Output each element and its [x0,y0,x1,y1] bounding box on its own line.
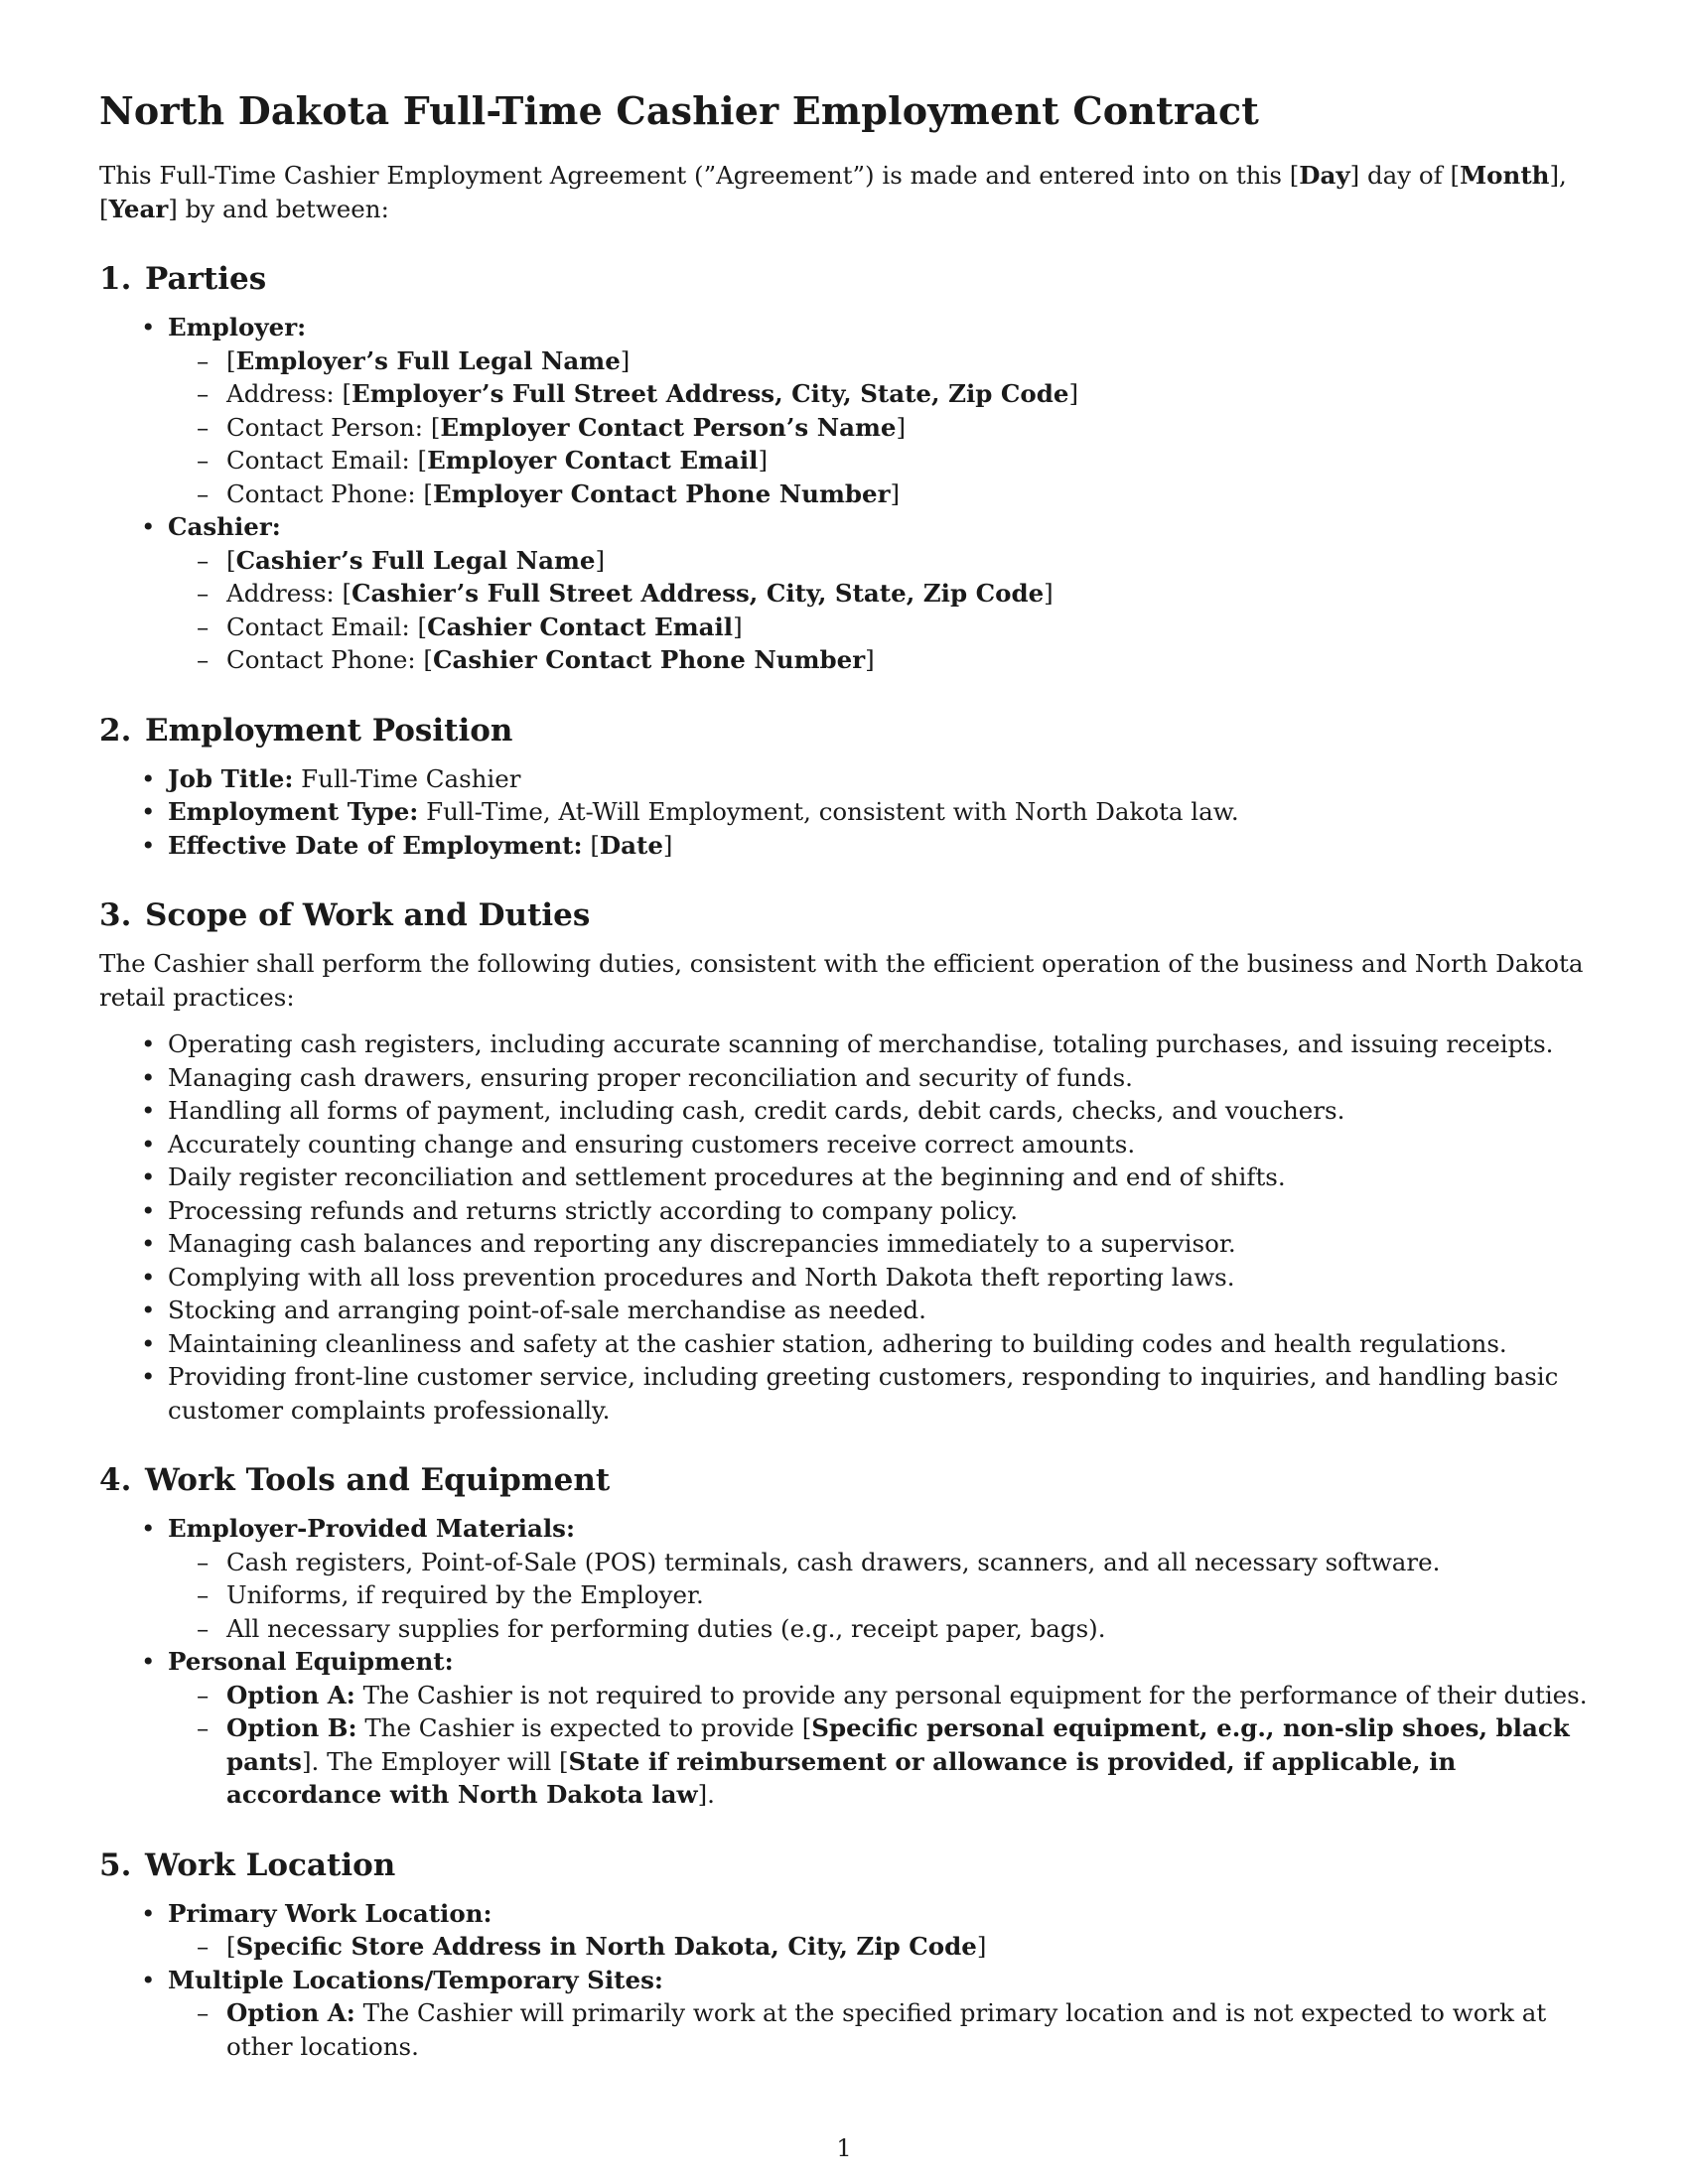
cashier-label: Cashier: [168,512,281,541]
section-title: Parties [145,261,267,297]
list-item-employer [99,311,1591,510]
employer-provided-items [168,1546,1591,1646]
list-item: – [Specific Store Address in North Dakota, City, Zip Code] [167,1930,1591,1964]
list-item: • Accurately counting change and ensuring customers receive correct amounts. [99,1128,1591,1161]
employer-details [168,344,1591,511]
tools-list [99,1512,1591,1812]
cashier-details [168,544,1591,677]
list-item: – Contact Email: [Employer Contact Email] [167,444,1591,478]
employer-email-placeholder: Employer Contact Email [427,446,759,475]
list-item: • Effective Date of Employment: [Date] [99,829,1591,863]
field-label: Contact Email: [226,612,418,641]
multiple-locations-label: Multiple Locations/Temporary Sites: [168,1965,663,1994]
list-item: – Contact Phone: [Cashier Contact Phone Number] [167,643,1591,677]
option-b-text: The Cashier is expected to provide [ [356,1713,812,1742]
section-heading-work-location [99,1845,1591,1885]
primary-location-placeholder: Specific Store Address in North Dakota, City, Zip Code [235,1932,977,1961]
field-label: Contact Phone: [226,478,424,508]
section-number: 2. [99,712,132,749]
employer-provided-label: Employer-Provided Materials: [168,1514,576,1543]
section-title: Work Tools and Equipment [145,1462,611,1498]
field-label: Contact Email: [226,446,418,475]
list-item: – Contact Email: [Cashier Contact Email] [167,611,1591,644]
section-title: Work Location [145,1846,396,1883]
field-label: Address: [226,579,343,608]
section-number: 1. [99,261,132,297]
list-item [167,1711,1591,1812]
list-item: • Managing cash balances and reporting any discrepancies immediately to a supervisor. [99,1227,1591,1261]
list-item-personal-equipment [99,1645,1591,1812]
primary-location-details [168,1930,1591,1964]
section-heading-scope-of-work [99,895,1591,935]
document-title: North Dakota Full-Time Cashier Employment Contract [99,88,1260,133]
duties-list [99,1027,1591,1427]
list-item-multiple-locations [99,1964,1591,2064]
list-item-cashier [99,510,1591,677]
intro-paragraph [99,159,1591,225]
list-item: • Operating cash registers, including accurate scanning of merchandise, totaling purchases, and issuing receipts. [99,1027,1591,1061]
list-item: • Stocking and arranging point-of-sale merchandise as needed. [99,1294,1591,1327]
intro-text: ], [ [99,161,1567,223]
employment-type-label: Employment Type: [168,797,419,826]
cashier-address-placeholder: Cashier’s Full Street Address, City, State, Zip Code [352,579,1045,608]
section-title: Employment Position [145,712,513,749]
list-item: – [Employer’s Full Legal Name] [167,344,1591,378]
section-heading-employment-position [99,711,1591,751]
effective-date-placeholder: Date [599,830,663,860]
list-item [99,762,1591,796]
section-number: 5. [99,1846,132,1883]
list-item: • Processing refunds and returns strictly according to company policy. [99,1194,1591,1228]
job-title-value: Full-Time Cashier [293,763,521,793]
intro-text: This Full-Time Cashier Employment Agreement (”Agreement”) is made and entered into on this [ [99,161,1300,190]
option-a-text: The Cashier is not required to provide any personal equipment for the performance of their duties. [354,1680,1588,1709]
list-item: • Daily register reconciliation and settlement procedures at the beginning and end of shifts. [99,1160,1591,1194]
list-item: – Address: [Employer’s Full Street Address, City, State, Zip Code] [167,377,1591,411]
cashier-name-placeholder: Cashier’s Full Legal Name [235,545,596,575]
intro-text: ] day of [ [1349,161,1461,190]
option-b-text: ]. The Employer will [ [301,1746,569,1776]
location-list [99,1897,1591,2064]
list-item: – Contact Phone: [Employer Contact Phone Number] [167,478,1591,511]
list-item [167,1679,1591,1712]
effective-date-label: Effective Date of Employment: [168,830,583,860]
employer-address-placeholder: Employer’s Full Street Address, City, State, Zip Code [352,379,1069,408]
employer-name-placeholder: Employer’s Full Legal Name [235,345,621,375]
option-b-placeholder: Specific personal equipment, e.g., non-slip shoes, black pants [226,1713,1570,1776]
intro-day-placeholder: Day [1299,161,1350,190]
list-item: – Uniforms, if required by the Employer. [167,1578,1591,1612]
option-b-label: Option B: [226,1713,357,1742]
list-item: • Providing front-line customer service, including greeting customers, responding to inquiries, and handling basic customer complaints professionally. [99,1360,1591,1427]
list-item [167,1996,1591,2063]
section-title: Scope of Work and Duties [145,897,591,933]
option-a-label: Option A: [226,1680,355,1709]
option-a-text: The Cashier will primarily work at the specified primary location and is not expected to work at other locations. [226,1998,1547,2061]
list-item: – [Cashier’s Full Legal Name] [167,544,1591,578]
section-heading-work-tools [99,1460,1591,1500]
position-list [99,762,1591,863]
employer-label: Employer: [168,313,307,341]
section-number: 4. [99,1462,132,1498]
section-heading-parties [99,259,1591,299]
multiple-locations-options [168,1996,1591,2063]
list-item: • Maintaining cleanliness and safety at the cashier station, adhering to building codes and health regulations. [99,1327,1591,1361]
list-item: • Complying with all loss prevention procedures and North Dakota theft reporting laws. [99,1261,1591,1295]
list-item: – Contact Person: [Employer Contact Person’s Name] [167,411,1591,445]
field-label: Address: [226,379,343,408]
list-item: – Cash registers, Point-of-Sale (POS) terminals, cash drawers, scanners, and all necessary software. [167,1546,1591,1579]
section-number: 3. [99,897,132,933]
list-item: • Handling all forms of payment, including cash, credit cards, debit cards, checks, and vouchers. [99,1094,1591,1128]
list-item: • Managing cash drawers, ensuring proper reconciliation and security of funds. [99,1061,1591,1095]
intro-year-placeholder: Year [108,194,169,223]
intro-month-placeholder: Month [1460,161,1550,190]
option-a-label: Option A: [226,1998,355,2027]
primary-location-label: Primary Work Location: [168,1898,492,1928]
parties-list [99,311,1591,677]
scope-intro: The Cashier shall perform the following duties, consistent with the efficient operation of the business and North Dakota retail practices: [99,949,1584,1012]
option-b-text: ]. [697,1780,715,1809]
document-body [99,87,1591,2063]
field-label: Contact Phone: [226,645,424,674]
field-label: Contact Person: [226,412,431,442]
page-number: 1 [836,2134,852,2162]
employer-contact-placeholder: Employer Contact Person’s Name [440,412,897,442]
option-b-placeholder: State if reimbursement or allowance is provided, if applicable, in accordance with North Dakota law [226,1746,1457,1809]
job-title-label: Job Title: [168,763,294,793]
employment-type-value: Full-Time, At-Will Employment, consistent with North Dakota law. [418,797,1239,826]
intro-text: ] by and between: [168,194,389,223]
list-item [99,795,1591,829]
personal-equipment-label: Personal Equipment: [168,1647,454,1676]
list-item: – Address: [Cashier’s Full Street Address, City, State, Zip Code] [167,577,1591,611]
employer-phone-placeholder: Employer Contact Phone Number [432,478,891,508]
list-item-employer-provided [99,1512,1591,1645]
cashier-email-placeholder: Cashier Contact Email [427,612,734,641]
personal-equipment-options [168,1679,1591,1812]
cashier-phone-placeholder: Cashier Contact Phone Number [432,645,866,674]
list-item-primary-location [99,1897,1591,1964]
list-item: – All necessary supplies for performing duties (e.g., receipt paper, bags). [167,1612,1591,1646]
